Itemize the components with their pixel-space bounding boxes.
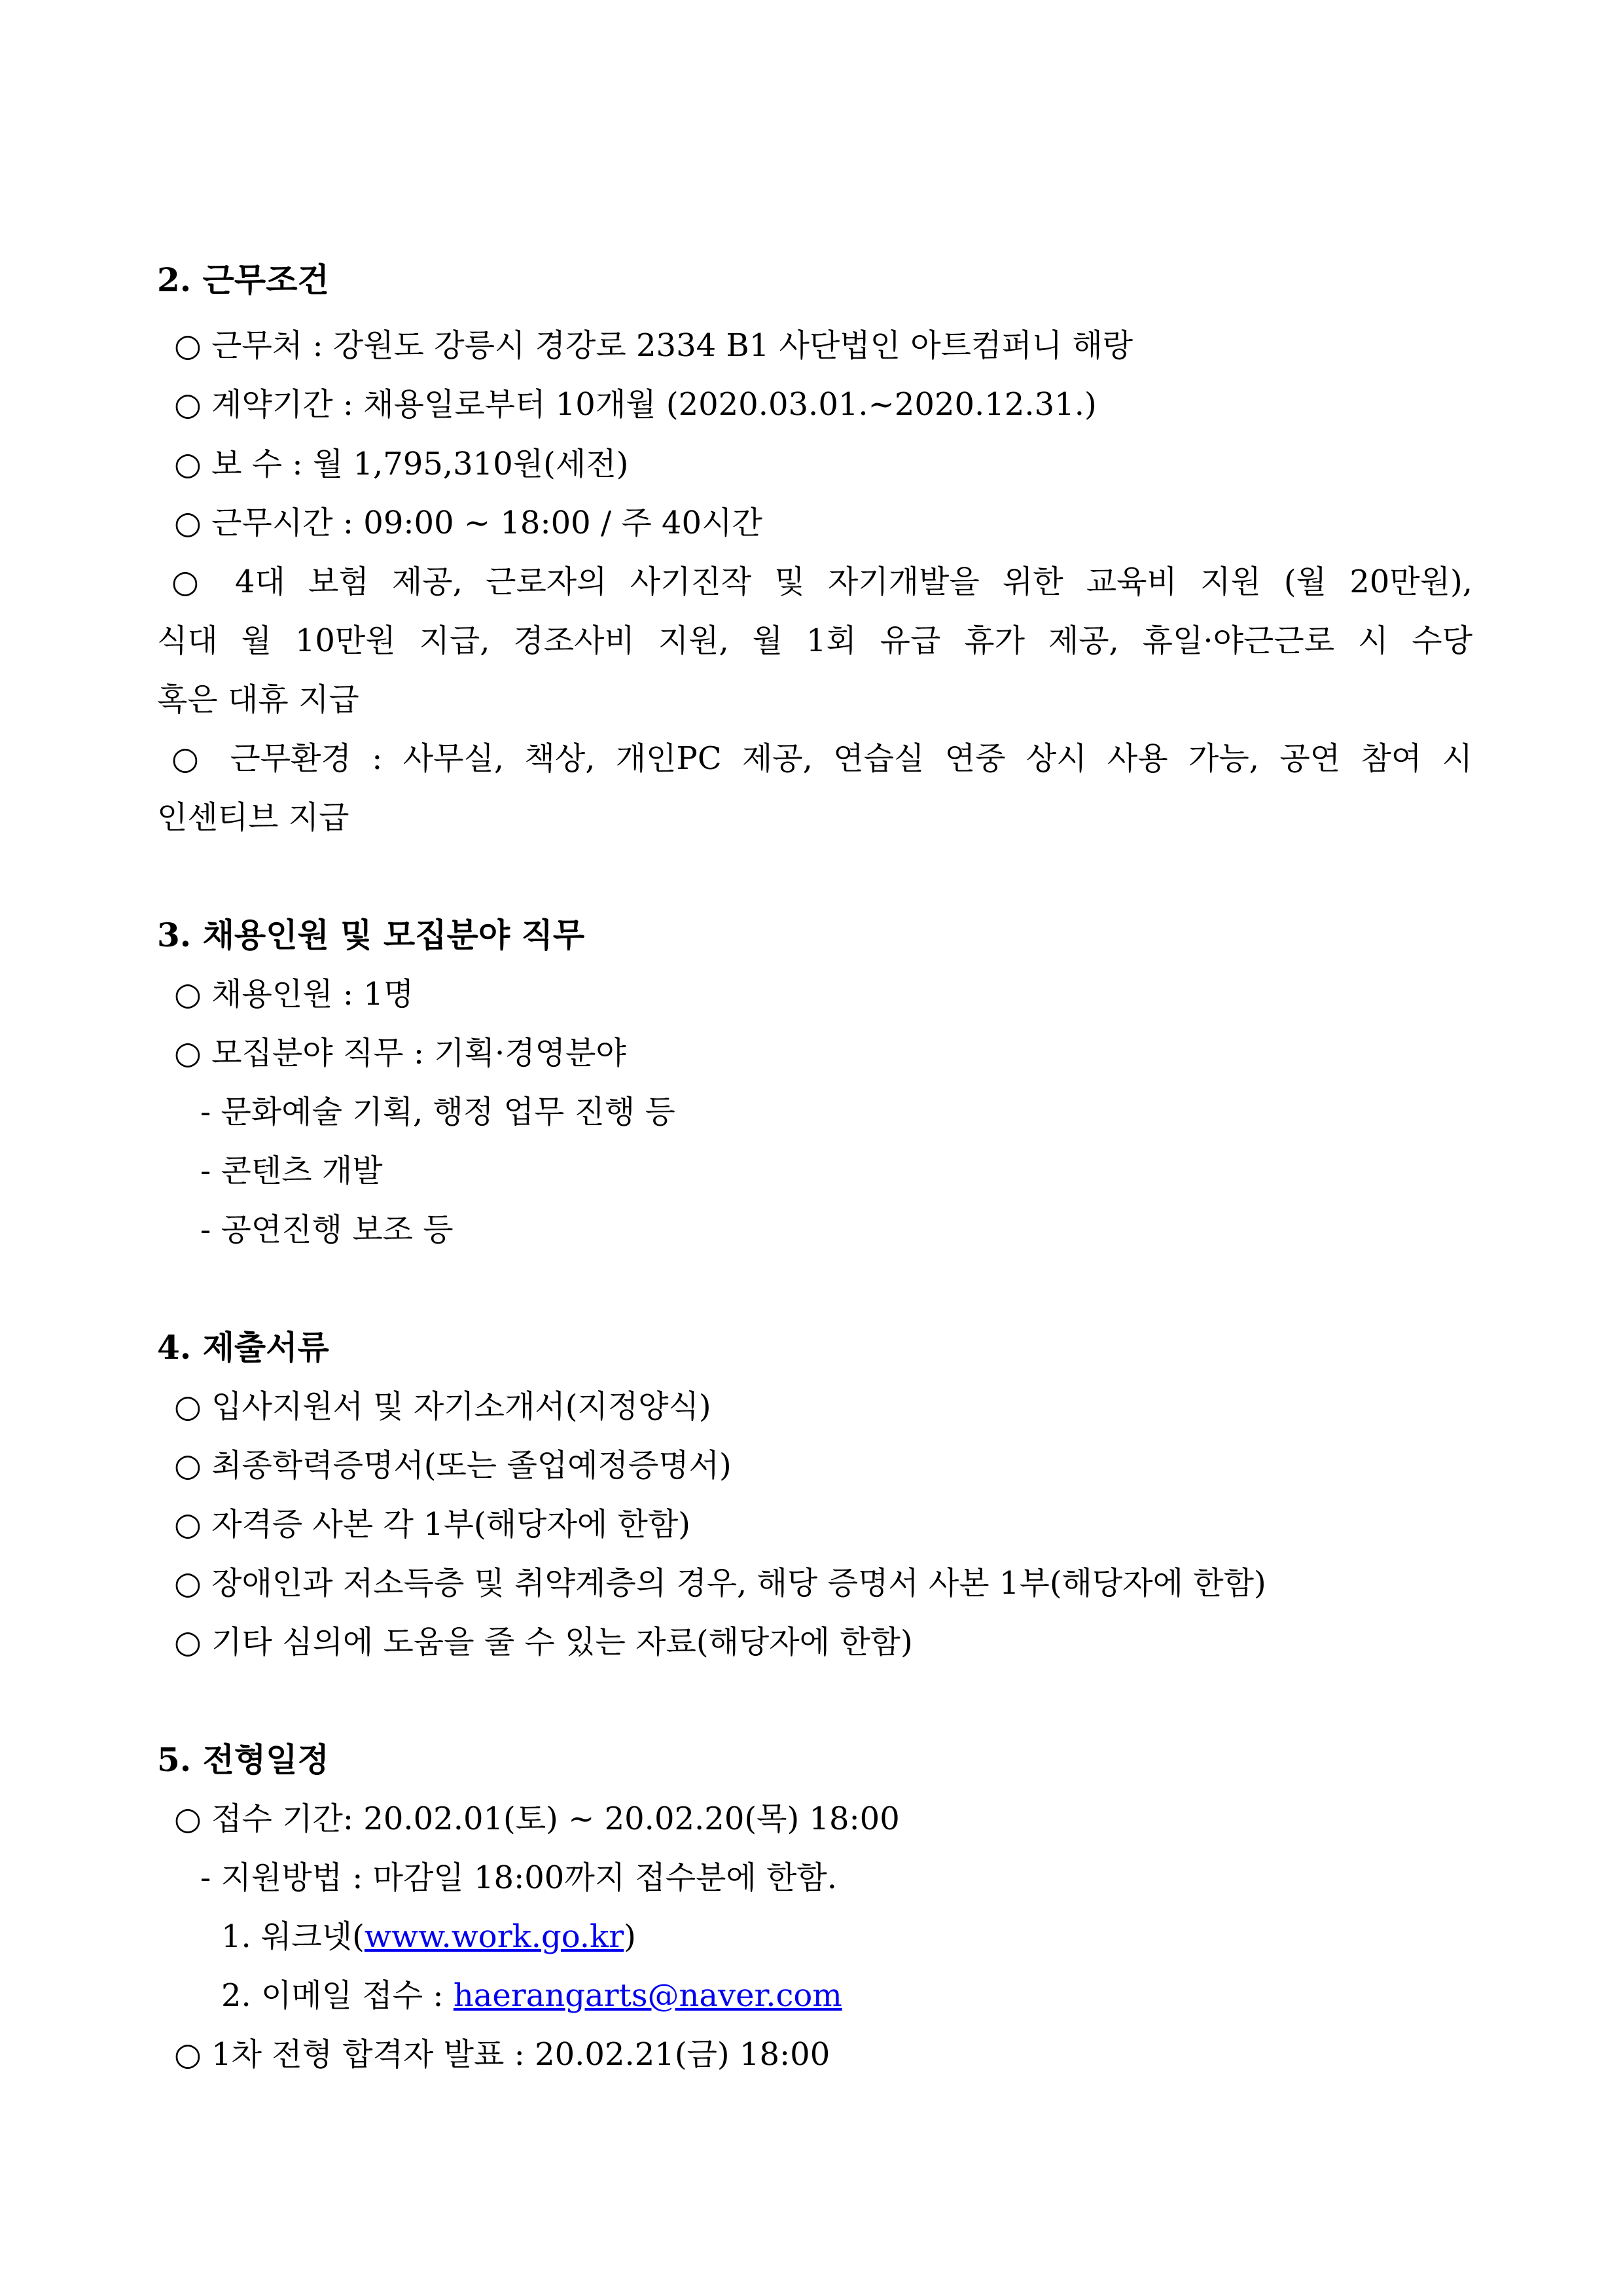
section-3-heading: 3. 채용인원 및 모집분야 직무 [157, 916, 585, 954]
application-method: - 지원방법 : 마감일 18:00까지 접수분에 한함. [200, 1859, 838, 1896]
worknet-link[interactable]: www.work.go.kr [364, 1918, 624, 1955]
email-line [221, 1976, 1537, 2015]
salary: ○ 보 수 : 월 1,795,310원(세전) [174, 446, 629, 482]
duty-performance: - 공연진행 보조 등 [200, 1211, 454, 1248]
contract-period: ○ 계약기간 : 채용일로부터 10개월 (2020.03.01.~2020.12.31.) [174, 386, 1097, 423]
doc-certificate: ○ 자격증 사본 각 1부(해당자에 한함) [174, 1506, 690, 1543]
doc-application: ○ 입사지원서 및 자기소개서(지정양식) [174, 1388, 711, 1425]
duty-planning: - 문화예술 기획, 행정 업무 진행 등 [200, 1094, 675, 1130]
environment-line-2: 인센티브 지급 [157, 799, 349, 836]
work-location: ○ 근무처 : 강원도 강릉시 경강로 2334 B1 사단법인 아트컴퍼니 해랑 [174, 327, 1133, 364]
section-4-heading: 4. 제출서류 [157, 1328, 329, 1367]
doc-other: ○ 기타 심의에 도움을 줄 수 있는 자료(해당자에 한함) [174, 1624, 913, 1660]
environment-line-1: ○ 근무환경 : 사무실, 책상, 개인PC 제공, 연습실 연중 상시 사용 가능, 공연 참여 시 [171, 740, 1472, 777]
job-field: ○ 모집분야 직무 : 기획·경영분야 [174, 1035, 626, 1071]
hiring-count: ○ 채용인원 : 1명 [174, 976, 414, 1013]
benefits-line-2: 식대 월 10만원 지급, 경조사비 지원, 월 1회 유급 휴가 제공, 휴일·야근근로 시 수당 [157, 622, 1472, 659]
application-period: ○ 접수 기간: 20.02.01(토) ~ 20.02.20(목) 18:00 [174, 1801, 900, 1837]
doc-education: ○ 최종학력증명서(또는 졸업예정증명서) [174, 1447, 732, 1484]
benefits-line-1: ○ 4대 보험 제공, 근로자의 사기진작 및 자기개발을 위한 교육비 지원 (월 20만원), [171, 564, 1472, 600]
work-hours: ○ 근무시간 : 09:00 ~ 18:00 / 주 40시간 [174, 505, 762, 541]
section-5-heading: 5. 전형일정 [157, 1740, 329, 1779]
email-link[interactable]: haerangarts@naver.com [453, 1977, 842, 2014]
worknet-line [221, 1917, 1537, 1956]
benefits-line-3: 혹은 대휴 지급 [157, 681, 359, 718]
email-prefix: 2. 이메일 접수 : [221, 1977, 454, 2014]
worknet-suffix: ) [624, 1918, 636, 1955]
duty-content: - 콘텐츠 개발 [200, 1153, 383, 1189]
first-round-announcement: ○ 1차 전형 합격자 발표 : 20.02.21(금) 18:00 [174, 2036, 830, 2073]
section-2-heading: 2. 근무조건 [157, 260, 329, 299]
worknet-prefix: 1. 워크넷( [221, 1918, 365, 1955]
doc-disability: ○ 장애인과 저소득층 및 취약계층의 경우, 해당 증명서 사본 1부(해당자에 한함) [174, 1565, 1266, 1602]
